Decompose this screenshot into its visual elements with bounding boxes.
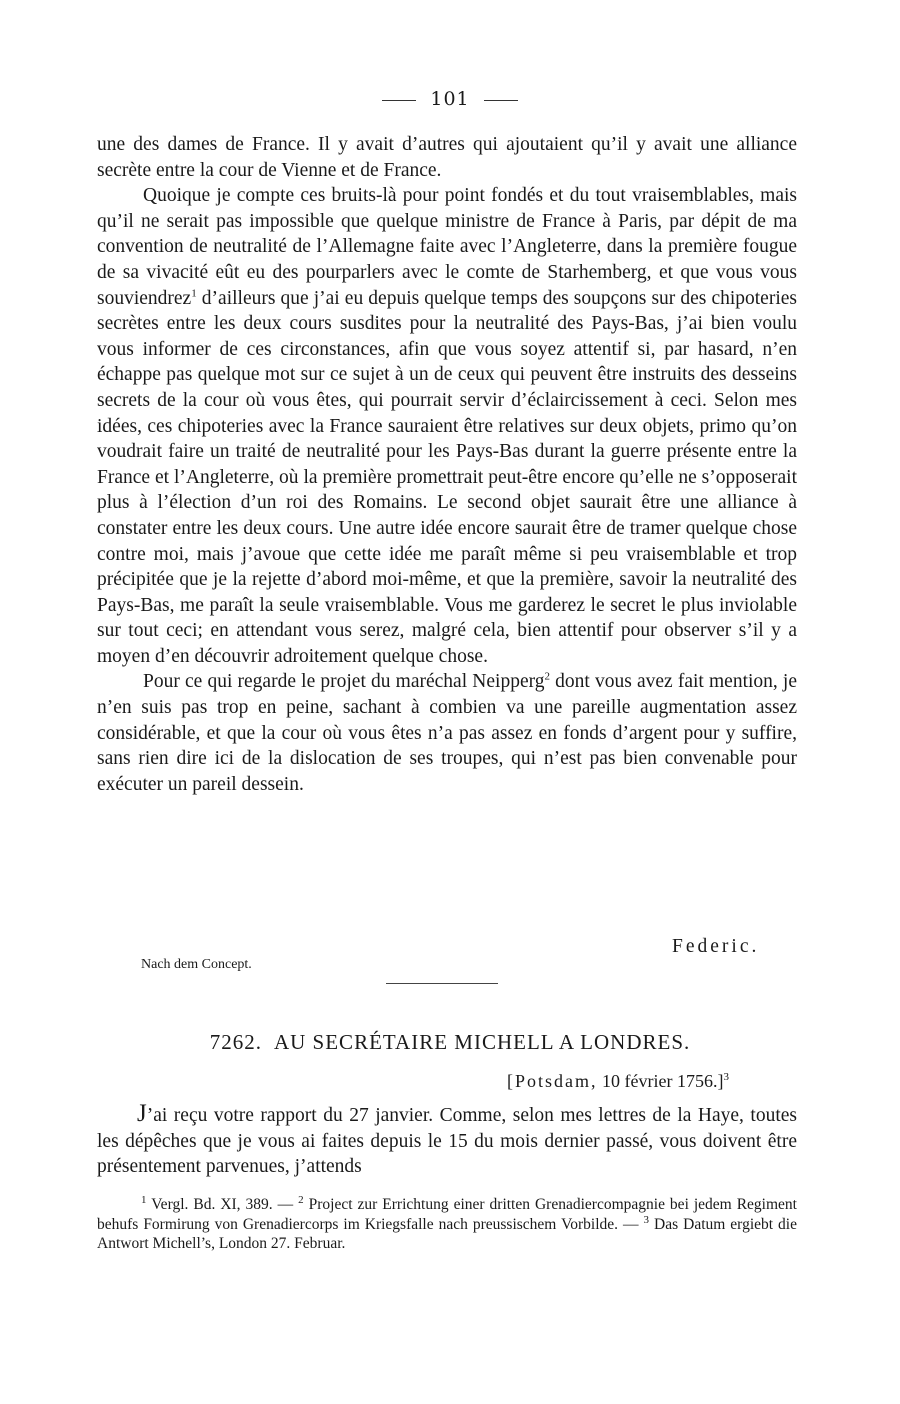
dateline	[507, 1071, 729, 1092]
footnote-ref-1: 1	[191, 287, 197, 300]
opening-initial: J	[137, 1100, 147, 1127]
dateline-date: 10 février 1756.]	[597, 1071, 724, 1091]
footnote-1-mark: 1	[141, 1193, 147, 1206]
footnote-2-mark: 2	[298, 1193, 304, 1206]
footnote-3-mark: 3	[643, 1213, 650, 1226]
paragraph-1: une des dames de France. Il y avait d’autres qui ajoutaient qu’il y avait une alliance secrète entre la cour de Vienne et de France.	[97, 134, 797, 181]
paragraph-2-part-a: Quoique je compte ces bruits-là pour point fondés et du tout vraisemblables, mais qu’il ne serait pas impossible que quelque ministre de France à Paris, par dépit de ma convention de neutralité de l’Allemagne faite avec l’Angleterre, dans la première fougue de sa vivacité eût eu des pourparlers avec le comte de Starhemberg, et que vous vous souviendrez	[97, 185, 797, 309]
page-number: 101	[430, 88, 470, 110]
section-divider	[386, 983, 498, 984]
footnote-ref-3: 3	[723, 1071, 729, 1083]
letter-body-continued	[97, 132, 797, 797]
footnote-ref-2: 2	[544, 670, 550, 683]
signature: Federic.	[672, 936, 760, 957]
opening-paragraph	[97, 1101, 797, 1180]
footnote-paragraph	[97, 1195, 797, 1254]
paragraph-3-part-a: Pour ce qui regarde le projet du maréchal Neipperg	[143, 671, 545, 693]
source-note: Nach dem Concept.	[141, 957, 252, 972]
paragraph-3	[97, 669, 797, 797]
page-header	[0, 88, 900, 110]
letter-heading	[0, 1030, 900, 1055]
opening-text: ’ai reçu votre rapport du 27 janvier. Comme, selon mes lettres de la Haye, toutes les dépêches que je vous ai faites depuis le 15 du mois dernier passé, vous doivent être présentement parvenues, j’attends	[97, 1105, 797, 1178]
footnote-1-text: Vergl. Bd. XI, 389. —	[146, 1196, 299, 1213]
header-dash-right	[484, 100, 518, 101]
letter-title: AU SECRÉTAIRE MICHELL A LONDRES.	[273, 1030, 691, 1054]
paragraph-3-part-b: dont vous avez fait mention, je n’en suis pas trop en peine, sachant à combien va une pareille augmentation assez considérable, et que la cour où vous êtes n’a pas assez en fonds d’argent pour y suffire, sans rien dire ici de la dislocation de ses troupes, qui n’est pas bien convenable pour exécuter un pareil dessein.	[97, 671, 798, 795]
footnotes	[97, 1195, 797, 1254]
footnote-2-text: Project zur Errichtung einer dritten Grenadiercompagnie bei jedem Regiment behufs Formirung von Grenadiercorps im Kriegsfalle nach preussischem Vorbilde. —	[97, 1196, 797, 1233]
letter-body-opening	[97, 1101, 797, 1180]
header-dash-left	[382, 100, 416, 101]
letter-number: 7262.	[209, 1030, 262, 1054]
footnote-3-text: Das Datum ergiebt die Antwort Michell’s, London 27. Februar.	[97, 1215, 797, 1252]
dateline-place: [Potsdam,	[507, 1071, 598, 1091]
paragraph-2	[97, 183, 797, 669]
paragraph-2-part-b: d’ailleurs que j’ai eu depuis quelque temps des soupçons sur des chipoteries secrètes entre les deux cours susdites pour la neutralité des Pays-Bas, j’ai bien voulu vous informer de ces circonstances, afin que vous soyez attentif si, par hasard, n’en échappe pas quelque mot sur ce sujet à un de ceux qui peuvent être instruits des desseins secrets de la cour où vous êtes, qui pourrait servir d’éclaircissement à ceci. Selon mes idées, ces chipoteries avec la France sauraient être relatives sur deux objets, primo qu’on voudrait faire un traité de neutralité pour les Pays-Bas durant la guerre présente entre la France et l’Angleterre, où la première promettrait peut-être encore qu’elle ne s’opposerait plus à l’élection d’un roi des Romains. Le second objet saurait être une alliance à constater entre les deux cours. Une autre idée encore saurait être de tramer quelque chose contre moi, mais j’avoue que cette idée me paraît même si peu vraisemblable et trop précipitée que je la rejette d’abord moi-même, et que la première, savoir la neutralité des Pays-Bas, me paraît la seule vraisemblable. Vous me garderez le secret le plus inviolable sur tout ceci; en attendant vous serez, malgré cela, bien attentif pour observer s’il y a moyen d’en découvrir adroitement quelque chose.	[97, 287, 797, 667]
